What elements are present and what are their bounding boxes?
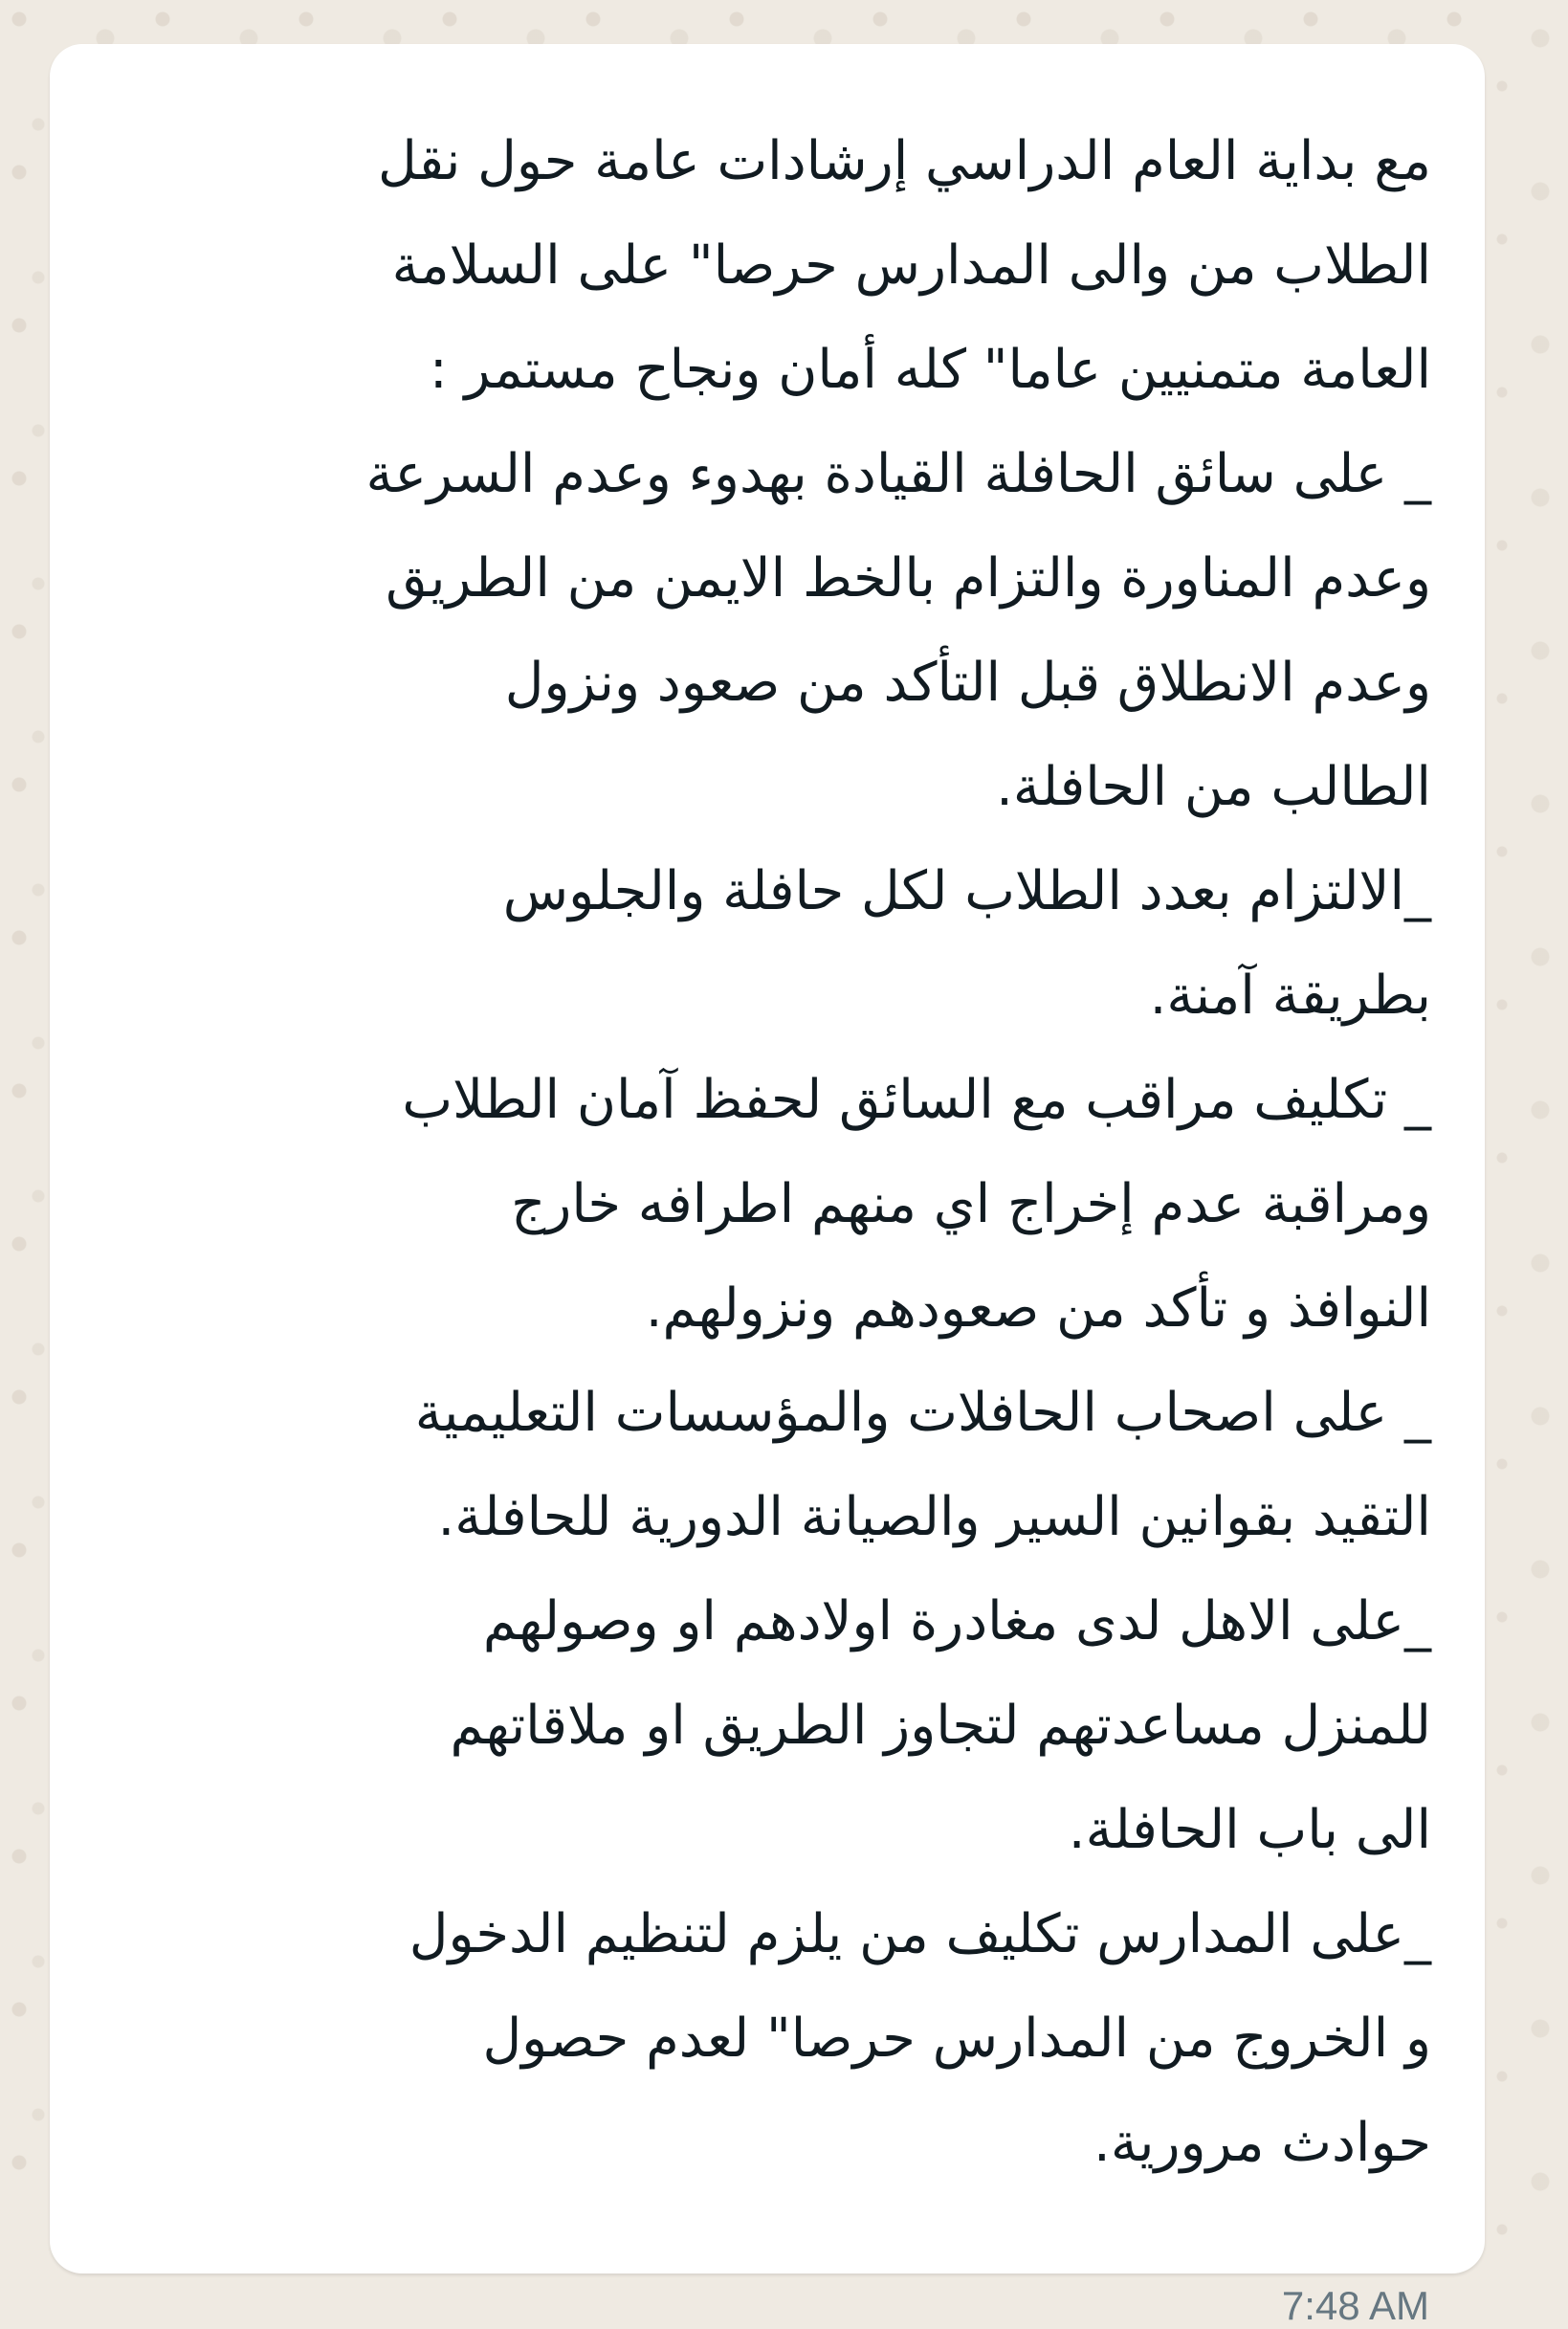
message-text: مع بداية العام الدراسي إرشادات عامة حول نقل الطلاب من والى المدارس حرصا" على السلامة العامة متمنيين عاما" كله أمان ونجاح مستمر : _ على سائق الحافلة القيادة بهدوء وعدم السرعة وعدم المناورة والتزام بالخط الايمن من الطريق وعدم الانطلاق قبل التأكد من صعود ونزول الطالب من الحافلة. _الالتزام بعدد الطلاب لكل حافلة والجلوس بطريقة آمنة. _ تكليف مراقب مع السائق لحفظ آمان الطلاب ومراقبة عدم إخراج اي منهم اطرافه خارج النوافذ و تأكد من صعودهم ونزولهم. _ على اصحاب الحافلات والمؤسسات التعليمية التقيد بقوانين السير والصيانة الدورية للحافلة. _على الاهل لدى مغادرة اولادهم او وصولهم للمنزل مساعدتهم لتجاوز الطريق او ملاقاتهم الى باب الحافلة. _على المدارس تكليف من يلزم لتنظيم الدخول و الخروج من المدارس حرصا" لعدم حصول حوادث مرورية. [365, 130, 1431, 2174]
message-timestamp: 7:48 AM [1281, 2283, 1429, 2328]
message-bubble[interactable] [50, 44, 1485, 2328]
